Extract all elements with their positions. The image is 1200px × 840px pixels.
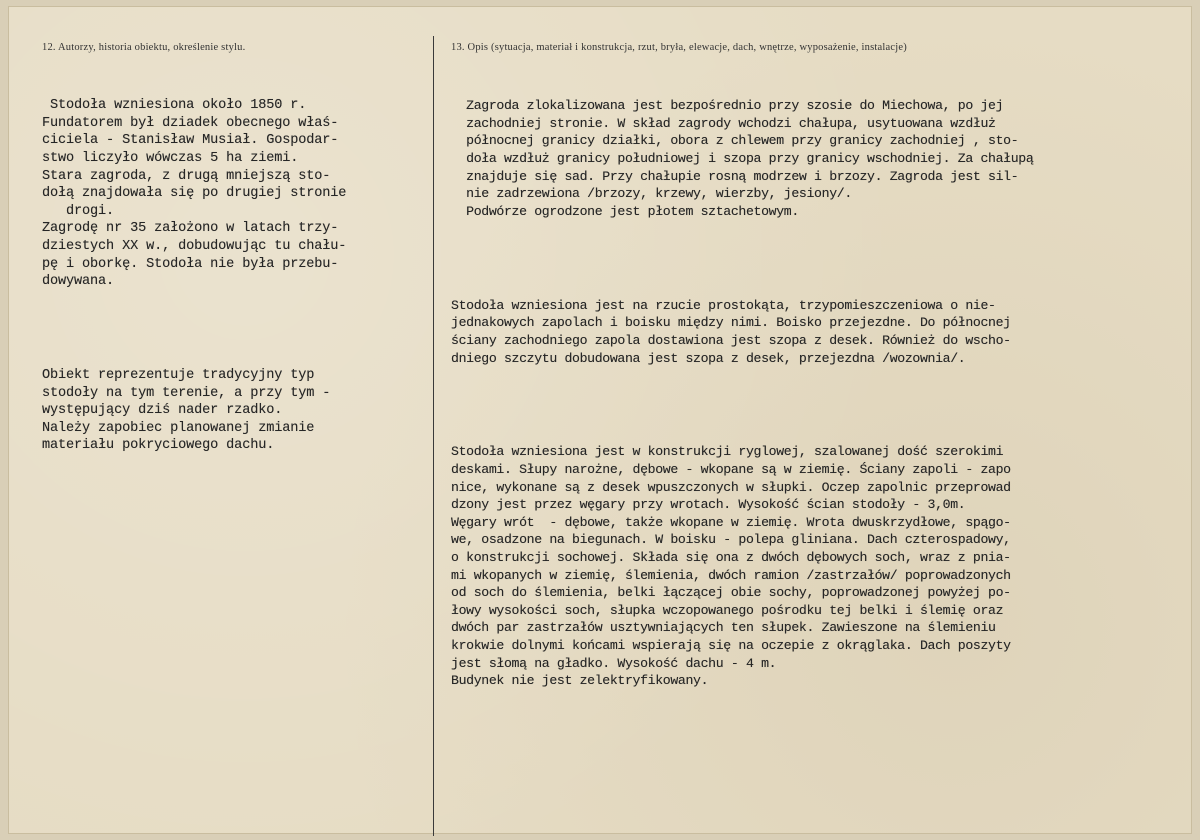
section-12-paragraph-2: Obiekt reprezentuje tradycyjny typ stodoły na tym terenie, a przy tym - występujący dziś nader rzadko. Należy zapobiec planowanej zmianie materiału pokryciowego dachu. (42, 368, 331, 454)
column-divider (433, 36, 434, 836)
section-12-heading: 12. Autorzy, historia obiektu, określenie stylu. (42, 42, 246, 53)
section-12-paragraph-1: Stodoła wzniesiona około 1850 r. Fundatorem był dziadek obecnego właś- ciciela - Stanisław Musiał. Gospodar- stwo liczyło wówczas 5 ha ziemi. Stara zagroda, z drugą mniejszą sto- dołą znajdowała się po drugiej stronie drogi. Zagrodę nr 35 założono w latach trzy- dziestych XX w., dobudowując tu chału- pę i oborkę. Stodoła nie była przebu- dowywana. (42, 98, 347, 290)
document-page (8, 6, 1192, 834)
section-13-body (451, 62, 1033, 725)
section-12-body (42, 62, 346, 490)
section-13-paragraph-3: Stodoła wzniesiona jest w konstrukcji ryglowej, szalowanej dość szerokimi deskami. Słupy narożne, dębowe - wkopane są w ziemię. Ściany zapoli - zapo nice, wykonane są z desek wpuszczonych w słupki. Oczep zapolnic przeprowad dzony jest przez węgary przy wrotach. Wysokość ścian stodoły - 3,0m. Węgary wrót - dębowe, także wkopane w ziemię. Wrota dwuskrzydłowe, spągo- we, osadzone na biegunach. W boisku - polepa gliniana. Dach czterospadowy, o konstrukcji sochowej. Składa się ona z dwóch dębowych soch, wraz z pnia- mi wkopanych w ziemię, ślemienia, dwóch ramion /zastrzałów/ poprowadzonych od soch do ślemienia, belki łączącej obie sochy, poprowadzonej powyżej po- łowy wysokości soch, słupka wczopowanego pośrodku tej belki i ślemię oraz dwóch par zastrzałów usztywniających ten słupek. Zawieszone na ślemieniu krokwie dolnymi końcami wspierają się na oczepie z okrąglaka. Dach poszyty jest słomą na gładko. Wysokość dachu - 4 m. Budynek nie jest zelektryfikowany. (451, 444, 1011, 689)
section-13-paragraph-1: Zagroda zlokalizowana jest bezpośrednio przy szosie do Miechowa, po jej zachodniej stronie. W skład zagrody wchodzi chałupa, usytuowana wzdłuż północnej granicy działki, obora z chlewem przy granicy zachodniej , sto- doła wzdłuż granicy południowej i szopa przy granicy wschodniej. Za chałupą znajduje się sad. Przy chałupie rosną modrzew i brzozy. Zagroda jest sil- nie zadrzewiona /brzozy, krzewy, wierzby, jesiony/. Podwórze ogrodzone jest płotem sztachetowym. (466, 98, 1034, 219)
section-13-paragraph-2: Stodoła wzniesiona jest na rzucie prostokąta, trzypomieszczeniowa o nie- jednakowych zapolach i boisku między nimi. Boisko przejezdne. Do północnej ściany zachodniego zapola dostawiona jest szopa z desek. Również do wscho- dniego szczytu dobudowana jest szopa z desek, przejezdna /wozownia/. (451, 297, 1011, 366)
section-13-heading: 13. Opis (sytuacja, materiał i konstrukcja, rzut, bryła, elewacje, dach, wnętrze, wyposażenie, instalacje) (451, 42, 907, 53)
